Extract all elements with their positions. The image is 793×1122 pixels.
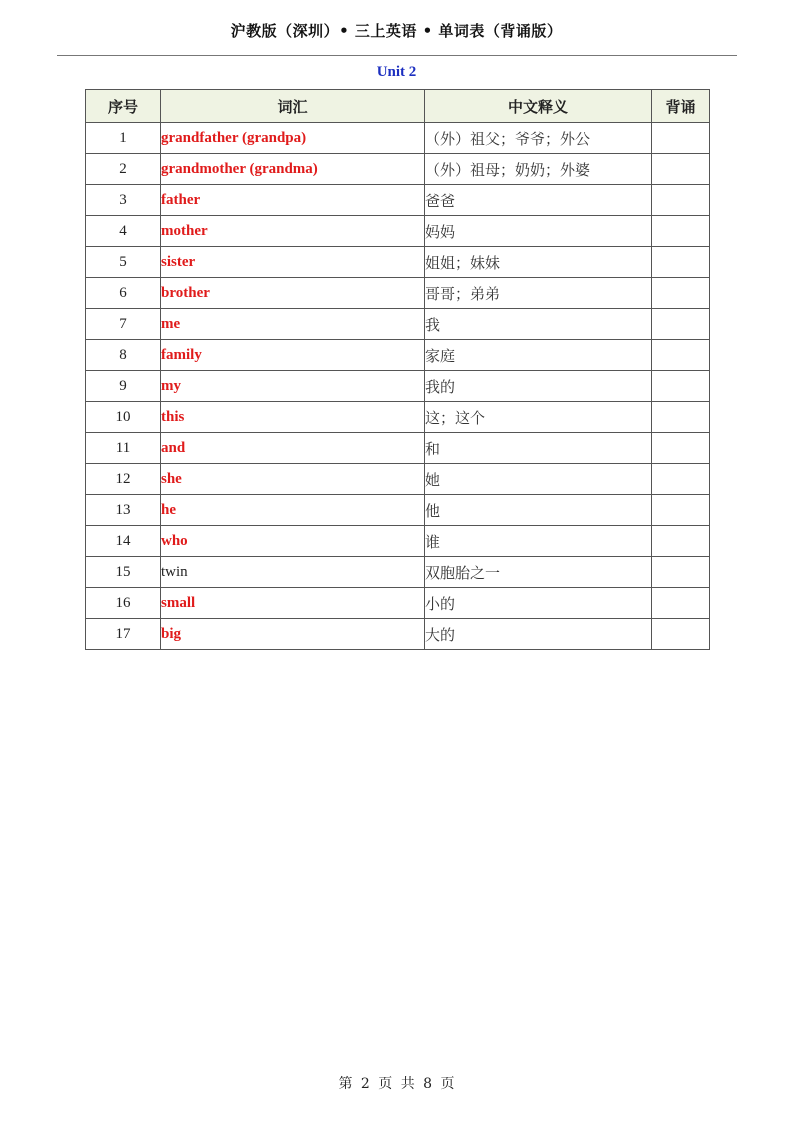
vocab-word: me bbox=[161, 309, 425, 340]
page-number-footer: 第 2 页 共 8 页 bbox=[338, 1076, 455, 1092]
recite-checkbox-cell bbox=[652, 309, 710, 340]
chinese-meaning: 家庭 bbox=[425, 340, 652, 371]
chinese-meaning: 爸爸 bbox=[425, 185, 652, 216]
row-number: 10 bbox=[86, 402, 161, 433]
vocab-word: big bbox=[161, 619, 425, 650]
chinese-meaning: 妈妈 bbox=[425, 216, 652, 247]
chinese-meaning: （外）祖父；爷爷；外公 bbox=[425, 123, 652, 154]
table-row bbox=[86, 216, 710, 247]
column-header-meaning: 中文释义 bbox=[425, 90, 652, 123]
recite-checkbox-cell bbox=[652, 464, 710, 495]
row-number: 8 bbox=[86, 340, 161, 371]
table-row bbox=[86, 588, 710, 619]
chinese-meaning: 她 bbox=[425, 464, 652, 495]
chinese-meaning: 谁 bbox=[425, 526, 652, 557]
recite-checkbox-cell bbox=[652, 278, 710, 309]
recite-checkbox-cell bbox=[652, 371, 710, 402]
vocab-word: family bbox=[161, 340, 425, 371]
vocab-word: grandmother (grandma) bbox=[161, 154, 425, 185]
recite-checkbox-cell bbox=[652, 557, 710, 588]
chinese-meaning: 姐姐；妹妹 bbox=[425, 247, 652, 278]
vocab-word: grandfather (grandpa) bbox=[161, 123, 425, 154]
vocab-word: who bbox=[161, 526, 425, 557]
table-row bbox=[86, 495, 710, 526]
table-row bbox=[86, 309, 710, 340]
table-row bbox=[86, 340, 710, 371]
chinese-meaning: （外）祖母；奶奶；外婆 bbox=[425, 154, 652, 185]
recite-checkbox-cell bbox=[652, 185, 710, 216]
vocab-word: twin bbox=[161, 557, 425, 588]
row-number: 17 bbox=[86, 619, 161, 650]
table-row bbox=[86, 433, 710, 464]
row-number: 13 bbox=[86, 495, 161, 526]
row-number: 16 bbox=[86, 588, 161, 619]
recite-checkbox-cell bbox=[652, 123, 710, 154]
row-number: 15 bbox=[86, 557, 161, 588]
row-number: 2 bbox=[86, 154, 161, 185]
table-header-row bbox=[86, 90, 710, 123]
recite-checkbox-cell bbox=[652, 154, 710, 185]
chinese-meaning: 大的 bbox=[425, 619, 652, 650]
row-number: 6 bbox=[86, 278, 161, 309]
chinese-meaning: 我 bbox=[425, 309, 652, 340]
table-row bbox=[86, 526, 710, 557]
row-number: 5 bbox=[86, 247, 161, 278]
vocab-word: sister bbox=[161, 247, 425, 278]
row-number: 7 bbox=[86, 309, 161, 340]
vocab-word: mother bbox=[161, 216, 425, 247]
chinese-meaning: 哥哥；弟弟 bbox=[425, 278, 652, 309]
chinese-meaning: 我的 bbox=[425, 371, 652, 402]
vocab-word: this bbox=[161, 402, 425, 433]
vocab-word: he bbox=[161, 495, 425, 526]
row-number: 9 bbox=[86, 371, 161, 402]
recite-checkbox-cell bbox=[652, 402, 710, 433]
document-header-title: 沪教版（深圳）• 三上英语 • 单词表（背诵版） bbox=[230, 22, 563, 40]
recite-checkbox-cell bbox=[652, 433, 710, 464]
vocabulary-table bbox=[85, 89, 710, 650]
table-row bbox=[86, 557, 710, 588]
table-row bbox=[86, 371, 710, 402]
header-divider bbox=[57, 55, 737, 56]
row-number: 4 bbox=[86, 216, 161, 247]
vocab-word: she bbox=[161, 464, 425, 495]
recite-checkbox-cell bbox=[652, 216, 710, 247]
recite-checkbox-cell bbox=[652, 526, 710, 557]
vocab-word: small bbox=[161, 588, 425, 619]
table-row bbox=[86, 278, 710, 309]
table-row bbox=[86, 402, 710, 433]
column-header-word: 词汇 bbox=[161, 90, 425, 123]
chinese-meaning: 小的 bbox=[425, 588, 652, 619]
column-header-number: 序号 bbox=[86, 90, 161, 123]
recite-checkbox-cell bbox=[652, 495, 710, 526]
row-number: 14 bbox=[86, 526, 161, 557]
chinese-meaning: 他 bbox=[425, 495, 652, 526]
chinese-meaning: 这；这个 bbox=[425, 402, 652, 433]
table-row bbox=[86, 154, 710, 185]
chinese-meaning: 双胞胎之一 bbox=[425, 557, 652, 588]
recite-checkbox-cell bbox=[652, 588, 710, 619]
vocab-word: and bbox=[161, 433, 425, 464]
recite-checkbox-cell bbox=[652, 247, 710, 278]
table-row bbox=[86, 619, 710, 650]
table-body bbox=[86, 123, 710, 650]
table-row bbox=[86, 464, 710, 495]
vocab-word: father bbox=[161, 185, 425, 216]
column-header-recite: 背诵 bbox=[652, 90, 710, 123]
unit-title: Unit 2 bbox=[376, 64, 417, 80]
row-number: 1 bbox=[86, 123, 161, 154]
table-row bbox=[86, 185, 710, 216]
recite-checkbox-cell bbox=[652, 340, 710, 371]
row-number: 12 bbox=[86, 464, 161, 495]
row-number: 11 bbox=[86, 433, 161, 464]
recite-checkbox-cell bbox=[652, 619, 710, 650]
row-number: 3 bbox=[86, 185, 161, 216]
table-row bbox=[86, 123, 710, 154]
vocab-word: my bbox=[161, 371, 425, 402]
chinese-meaning: 和 bbox=[425, 433, 652, 464]
table-row bbox=[86, 247, 710, 278]
vocab-word: brother bbox=[161, 278, 425, 309]
